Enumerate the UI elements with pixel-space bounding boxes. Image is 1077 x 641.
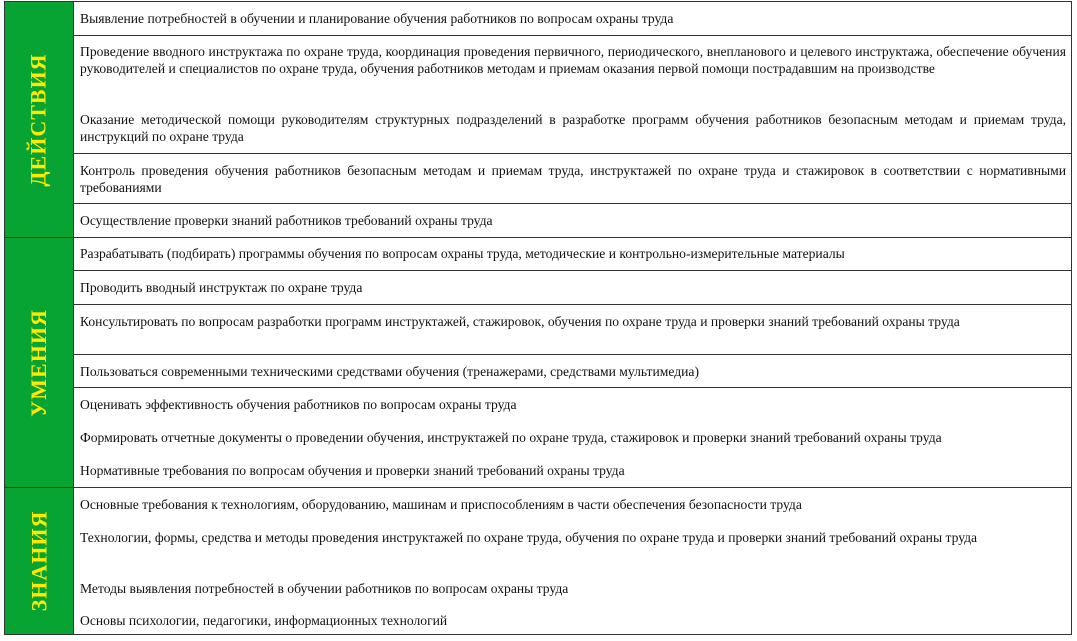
table-cell-text: Формировать отчетные документы о проведении обучения, инструктажей по охране труда, стажировок и проверки знаний требований охраны труда — [80, 430, 942, 445]
table-row — [74, 305, 1071, 355]
table-cell-text: Технологии, формы, средства и методы проведения инструктажей по охране труда, обучения по охране труда и проверки знаний требований охраны труда — [80, 530, 978, 545]
section-knowledge-side — [5, 488, 74, 634]
section-knowledge-rows — [74, 488, 1071, 634]
table-cell-text: Основы психологии, педагогики, информационных технологий — [80, 613, 448, 628]
table-row — [74, 388, 1071, 488]
table-cell-text: Проводить вводный инструктаж по охране труда — [80, 280, 363, 295]
table-row — [74, 36, 1071, 154]
table-row — [74, 488, 1071, 634]
section-knowledge-label: ЗНАНИЯ — [26, 510, 52, 612]
table-cell-text: Контроль проведения обучения работников безопасным методам и приемам труда, инструктажей по охране труда и стажировок в соответствии с нормативными требованиями — [80, 163, 1066, 195]
table-row — [74, 2, 1071, 36]
table-cell-text: Осуществление проверки знаний работников требований охраны труда — [80, 213, 493, 228]
section-skills-side — [5, 238, 74, 487]
competency-table — [4, 1, 1072, 635]
section-actions — [5, 2, 1071, 238]
table-cell-text: Проведение вводного инструктажа по охране труда, координация проведения первичного, периодического, внепланового и целевого инструктажа, обеспечение обучения руководителей и специалистов по охране труда, обучения работников методам и приемам оказания первой помощи пострадавшим на производстве — [80, 44, 1066, 76]
section-actions-rows — [74, 2, 1071, 237]
section-actions-label: ДЕЙСТВИЯ — [26, 52, 52, 187]
section-skills-label: УМЕНИЯ — [26, 308, 52, 417]
table-cell-text: Оценивать эффективность обучения работников по вопросам охраны труда — [80, 397, 517, 412]
table-row — [74, 154, 1071, 204]
section-knowledge — [5, 488, 1071, 634]
table-cell-text: Выявление потребностей в обучении и планирование обучения работников по вопросам охраны труда — [80, 11, 674, 26]
table-cell-text: Оказание методической помощи руководителям структурных подразделений в разработке программ обучения работников безопасным методам и приемам труда, инструкций по охране труда — [80, 112, 1066, 144]
section-skills — [5, 238, 1071, 488]
table-cell-text: Нормативные требования по вопросам обучения и проверки знаний требований охраны труда — [80, 463, 625, 478]
table-cell-text: Методы выявления потребностей в обучении работников по вопросам охраны труда — [80, 581, 569, 596]
table-row — [74, 204, 1071, 238]
table-row — [74, 271, 1071, 305]
section-skills-rows — [74, 238, 1071, 487]
table-cell-text: Консультировать по вопросам разработки программ инструктажей, стажировок, обучения по охране труда и проверки знаний требований охраны труда — [80, 314, 960, 329]
table-row — [74, 355, 1071, 388]
table-cell-text: Разрабатывать (подбирать) программы обучения по вопросам охраны труда, методические и контрольно-измерительные материалы — [80, 246, 845, 261]
table-row — [74, 238, 1071, 271]
table-cell-text: Основные требования к технологиям, оборудованию, машинам и приспособлениям в части обеспечения безопасности труда — [80, 497, 802, 512]
section-actions-side — [5, 2, 74, 237]
table-cell-text: Пользоваться современными техническими средствами обучения (тренажерами, средствами мультимедиа) — [80, 364, 699, 379]
